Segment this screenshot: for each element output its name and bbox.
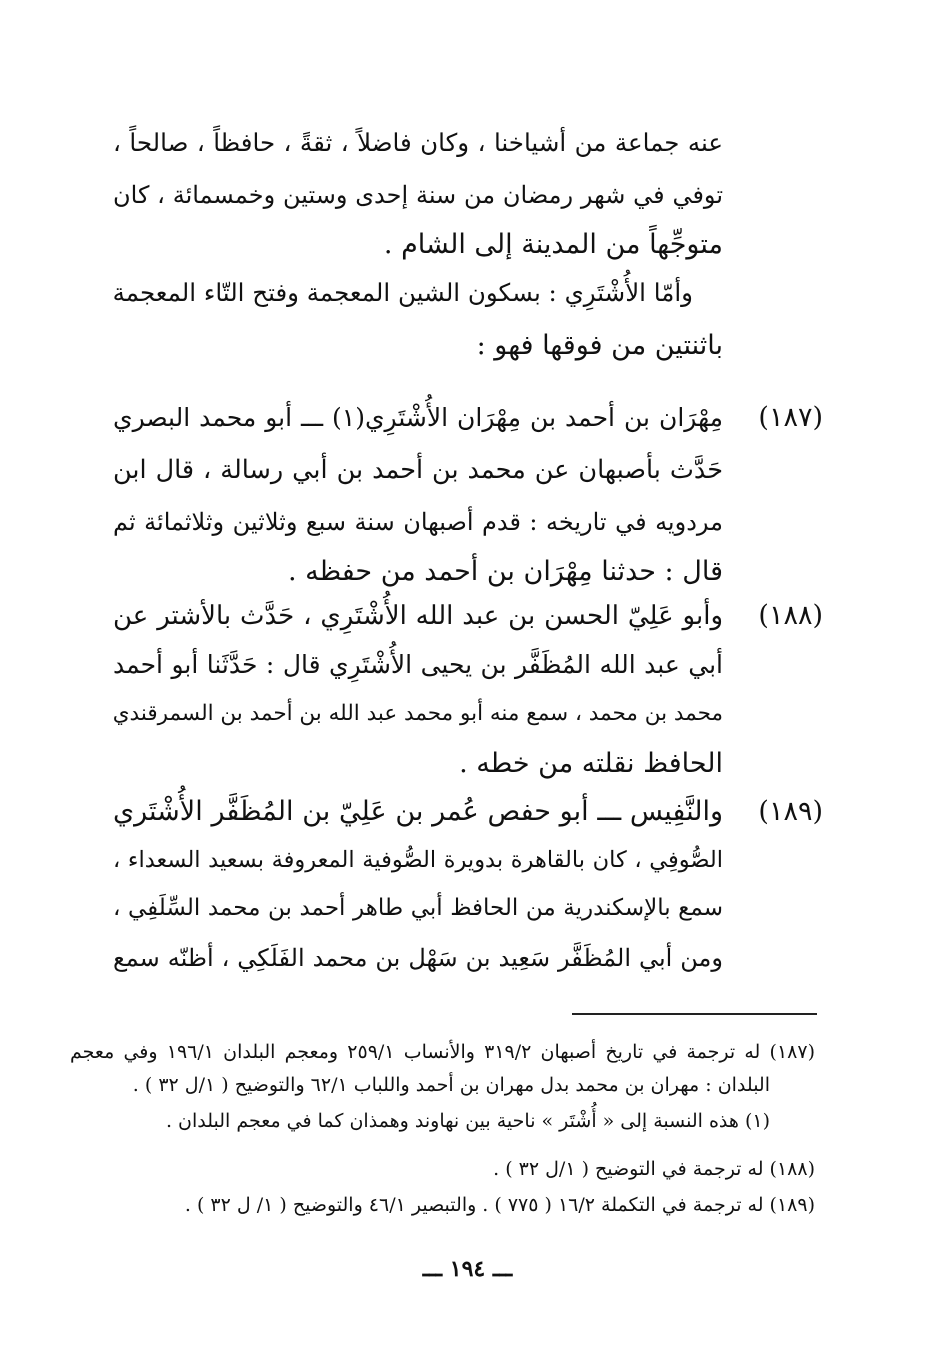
text-line: قال : حدثنا مِهْرَان بن أحمد من حفظه . [287,556,723,587]
page-number: ـــ ١٩٤ ـــ [422,1256,513,1282]
entry-number: (١٨٩) [758,796,823,827]
text-line: ومن أبي المُظَفَّر سَعِيد بن سَهْل بن محمد الفَلَكِي ، أظنّه سمع [113,944,723,972]
text-line: والنَّفِيس ـــ أبو حفص عُمر بن عَلِيّ بن المُظَفَّر الأُشْتَري [113,796,723,827]
text-line: سمع بالإسكندرية من الحافظ أبي طاهر أحمد بن محمد السِّلَفِي ، [113,895,723,921]
text-line: توفي في شهر رمضان من سنة إحدى وستين وخمسمائة ، كان [113,181,723,209]
text-line: وأمّا الأُشْتَرِي : بسكون الشين المعجمة وفتح التّاء المعجمة [112,278,693,307]
text-line: محمد بن محمد ، سمع منه أبو محمد عبد الله بن أحمد بن السمرقندي [112,701,723,726]
text-line: أبي عبد الله المُظَفَّر بن يحيى الأُشْتَرِي قال : حَدَّثَنا أبو أحمد [113,650,723,679]
text-line: عنه جماعة من أشياخنا ، وكان فاضلاً ، ثقةً ، حافظاً ، صالحاً ، [113,128,723,157]
text-line: الصُّوفِي ، كان بالقاهرة بدويرة الصُّوفية المعروفة بسعيد السعداء ، [113,847,723,873]
entry-number: (١٨٧) [758,402,823,433]
text-line: مردويه في تاريخه : قدم أصبهان سنة سبع وثلاثين وثلاثمائة ثم [113,508,723,536]
footnote-line: (١٨٩) له ترجمة في التكملة ١٦/٢ ( ٧٧٥ ) . والتبصير ٤٦/١ والتوضيح ( ١/ ل ٣٢ ) . [184,1194,815,1216]
entry-number: (١٨٨) [758,600,823,631]
text-line: متوجِّهاً من المدينة إلى الشام . [383,229,723,260]
footnote-line: (١٨٨) له ترجمة في التوضيح ( ١/ل ٣٢ ) . [493,1158,815,1180]
text-line: باثنتين من فوقها فهو : [476,330,723,361]
text-line: مِهْرَان بن أحمد بن مِهْرَان الأُشْتَرِي(١) ـــ أبو محمد البصري [113,403,723,432]
text-line: وأبو عَلِيّ الحسن بن عبد الله الأُشْتَرِي ، حَدَّث بالأشتر عن [113,601,723,631]
text-line: حَدَّث بأصبهان عن محمد بن أحمد بن أبي رسالة ، قال ابن [113,455,723,485]
footnote-line: (١) هذه النسبة إلى « أُشْتَر » ناحية بين نهاوند وهمذان كما في معجم البلدان . [165,1110,770,1132]
footnote-line: البلدان : مهران بن محمد بدل مهران بن أحمد واللباب ٦٢/١ والتوضيح ( ١/ل ٣٢ ) . [132,1074,770,1096]
footnote-divider [572,1013,817,1015]
footnote-line: (١٨٧) له ترجمة في تاريخ أصبهان ٣١٩/٢ والأنساب ٢٥٩/١ ومعجم البلدان ١٩٦/١ وفي معجم [70,1041,815,1063]
text-line: الحافظ نقلته من خطه . [459,748,723,779]
